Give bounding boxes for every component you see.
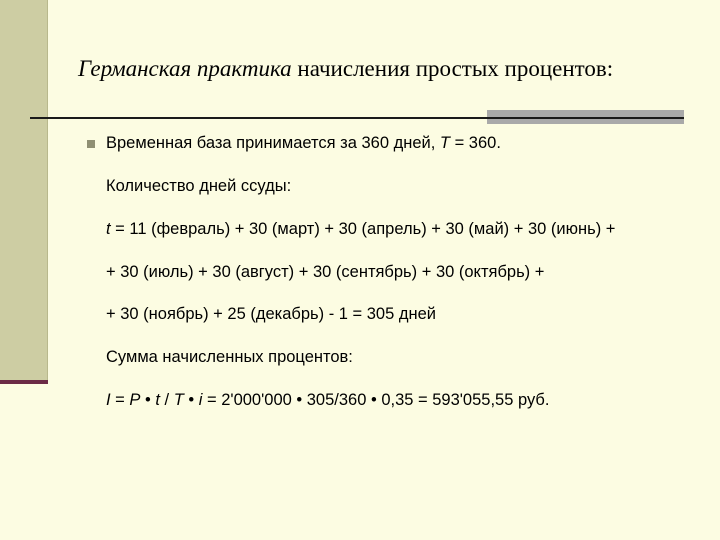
formula-line-1-text: = 11 (февраль) + 30 (март) + 30 (апрель) + 30 (май) + 30 (июнь) + [110,220,616,238]
interest-eq1: = [110,391,130,409]
interest-formula [106,391,549,410]
bullet-square-icon [87,140,95,148]
formula-line-2: + 30 (июль) + 30 (август) + 30 (сентябрь) + 30 (октябрь) + [106,263,545,281]
interest-label: Сумма начисленных процентов: [106,348,353,366]
side-accent-bar [0,0,48,383]
bullet-eq: = 360. [449,134,501,152]
slide-title [78,56,613,82]
interest-slash: / [159,391,174,409]
slide-title-italic: Германская практика [78,56,292,81]
interest-var-P: P [129,391,141,409]
bullet-var-T: T [439,134,450,152]
title-rule-accent [487,110,684,117]
interest-rest: = 2'000'000 • 305/360 • 0,35 = 593'055,55 руб. [202,391,550,409]
formula-line-3: + 30 (ноябрь) + 25 (декабрь) - 1 = 305 дней [106,305,436,323]
bullet-text-main: Временная база принимается за 360 дней, [106,134,440,152]
formula-var-t: t [106,220,111,238]
interest-dot2: • [183,391,199,409]
interest-dot1: • [140,391,156,409]
bullet-text [106,134,501,153]
side-accent-bar-bottom [0,380,48,384]
slide-title-rest: начисления простых процентов: [291,56,614,81]
interest-var-i: i [198,391,203,409]
formula-line-1 [106,220,615,239]
interest-var-I: I [106,391,111,409]
interest-var-t: t [155,391,160,409]
days-label: Количество дней ссуды: [106,177,292,195]
title-rule-accent-lower [487,119,684,124]
interest-var-T: T [173,391,184,409]
